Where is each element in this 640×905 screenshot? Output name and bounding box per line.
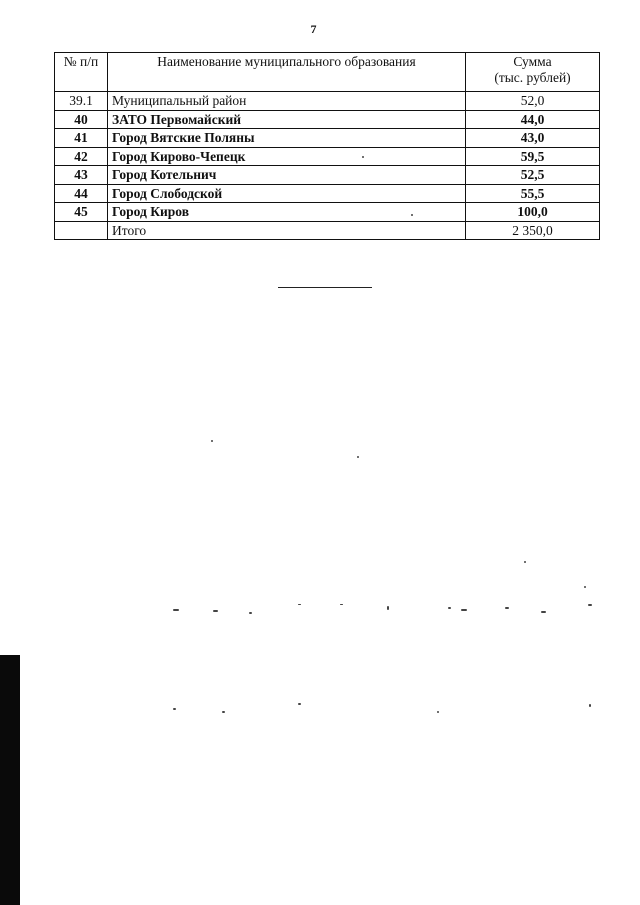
table-row — [55, 184, 600, 203]
row-number: 40 — [55, 110, 108, 129]
scan-speck — [524, 561, 526, 563]
table-total-row — [55, 221, 600, 240]
scan-speck — [173, 609, 179, 611]
scan-speck — [362, 156, 364, 158]
scan-speck — [461, 609, 467, 611]
table-row — [55, 92, 600, 111]
scan-speck — [448, 607, 451, 609]
header-sum-unit: (тыс. рублей) — [494, 69, 571, 85]
row-municipality: Город Киров — [108, 203, 466, 222]
scan-speck — [505, 607, 509, 609]
row-municipality: Муниципальный район — [108, 92, 466, 111]
scan-speck — [437, 711, 439, 713]
row-sum: 43,0 — [466, 129, 600, 148]
row-number: 43 — [55, 166, 108, 185]
total-sum: 2 350,0 — [466, 221, 600, 240]
total-number — [55, 221, 108, 240]
table-row — [55, 147, 600, 166]
scan-speck — [584, 586, 586, 588]
scan-speck — [249, 612, 252, 614]
scan-speck — [387, 606, 389, 610]
closing-rule — [278, 287, 372, 288]
scan-speck — [589, 704, 591, 707]
row-number: 44 — [55, 184, 108, 203]
row-municipality: Город Слободской — [108, 184, 466, 203]
page-number: 7 — [310, 22, 317, 36]
scan-speck — [588, 604, 592, 606]
scan-edge-shadow — [0, 655, 20, 905]
table-row — [55, 129, 600, 148]
row-municipality: Город Кирово-Чепецк — [108, 147, 466, 166]
table-header-row — [55, 53, 600, 92]
row-municipality: Город Котельнич — [108, 166, 466, 185]
header-sum — [466, 53, 600, 92]
header-number: № п/п — [55, 53, 108, 92]
row-municipality: Город Вятские Поляны — [108, 129, 466, 148]
scan-speck — [173, 708, 176, 710]
row-municipality: ЗАТО Первомайский — [108, 110, 466, 129]
table-row — [55, 166, 600, 185]
row-sum: 100,0 — [466, 203, 600, 222]
row-number: 45 — [55, 203, 108, 222]
scan-speck — [213, 610, 218, 612]
row-number: 42 — [55, 147, 108, 166]
scan-speck — [298, 604, 301, 605]
scan-speck — [298, 703, 301, 705]
scan-speck — [211, 440, 213, 442]
table-row — [55, 110, 600, 129]
total-label: Итого — [108, 221, 466, 240]
scan-speck — [340, 604, 343, 605]
header-sum-title: Сумма — [513, 54, 552, 69]
row-sum: 55,5 — [466, 184, 600, 203]
funding-table — [54, 52, 600, 240]
row-number: 41 — [55, 129, 108, 148]
header-municipality: Наименование муниципального образования — [108, 53, 466, 92]
scan-speck — [411, 214, 413, 216]
row-number: 39.1 — [55, 92, 108, 111]
scan-speck — [357, 456, 359, 458]
row-sum: 52,5 — [466, 166, 600, 185]
table-row — [55, 203, 600, 222]
scan-speck — [541, 611, 546, 613]
row-sum: 44,0 — [466, 110, 600, 129]
row-sum: 59,5 — [466, 147, 600, 166]
row-sum: 52,0 — [466, 92, 600, 111]
scan-speck — [222, 711, 225, 713]
